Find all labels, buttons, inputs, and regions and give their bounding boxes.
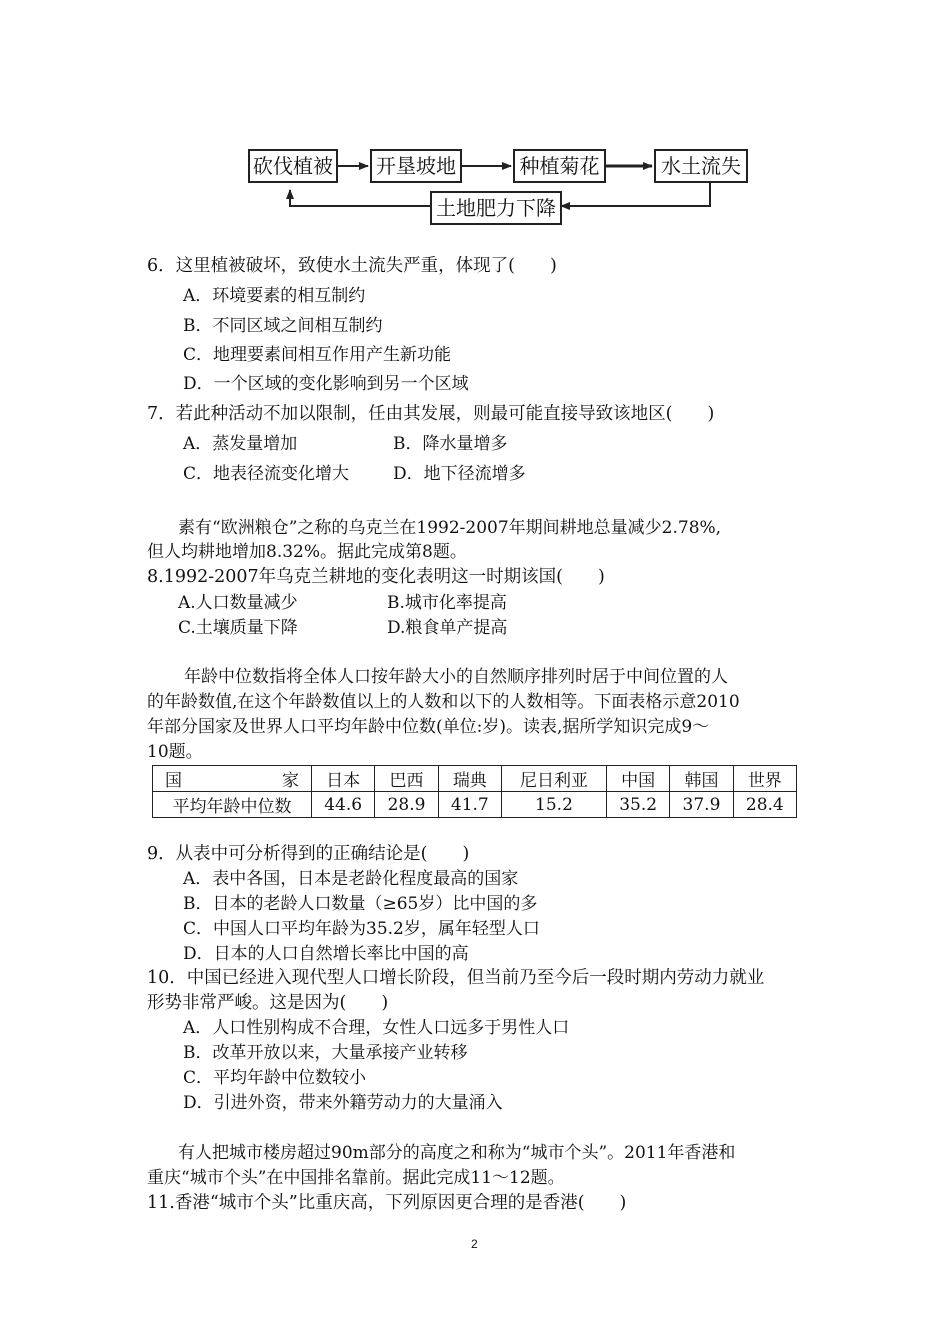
table-country: 日本: [312, 766, 375, 792]
q6-option-c: C．地理要素间相互作用产生新功能: [183, 345, 452, 365]
passage2-line3: 年部分国家及世界人口平均年龄中位数(单位:岁)。读表,据所学知识完成9～: [147, 717, 710, 737]
q8-option-b: B.城市化率提高: [387, 593, 507, 613]
q7-option-a: A．蒸发量增加: [183, 434, 298, 454]
passage2-line4: 10题。: [147, 742, 203, 762]
q8-option-a: A.人口数量减少: [178, 593, 298, 613]
header-label-char2: 家: [282, 771, 299, 791]
q7-option-c: C．地表径流变化增大: [183, 464, 350, 484]
q6-stem: 6．这里植被破坏，致使水土流失严重，体现了( ): [147, 256, 557, 276]
q10-stem-line2: 形势非常严峻。这是因为( ): [147, 993, 389, 1013]
q10-option-a: A．人口性别构成不合理，女性人口远多于男性人口: [183, 1018, 570, 1038]
flow-box-deforestation: 砍伐植被: [248, 149, 338, 183]
table-value: 44.6: [312, 792, 375, 818]
median-age-table: [152, 765, 797, 818]
passage1-line2: 但人均耕地增加8.32%。据此完成第8题。: [147, 542, 467, 562]
table-value: 15.2: [501, 792, 606, 818]
q7-option-b: B．降水量增多: [393, 434, 508, 454]
table-country: 瑞典: [438, 766, 501, 792]
table-country: 尼日利亚: [501, 766, 606, 792]
q8-stem: 8.1992-2007年乌克兰耕地的变化表明这一时期该国( ): [147, 567, 605, 587]
table-header-row: [153, 766, 797, 792]
table-country: 世界: [733, 766, 796, 792]
q9-stem: 9．从表中可分析得到的正确结论是( ): [147, 844, 470, 864]
passage3-line2: 重庆“城市个头”在中国排名靠前。据此完成11～12题。: [147, 1168, 565, 1188]
q9-option-b: B．日本的老龄人口数量（≥65岁）比中国的多: [183, 894, 538, 914]
q10-option-d: D．引进外资，带来外籍劳动力的大量涌入: [183, 1093, 503, 1113]
flow-box-fertility-decline: 土地肥力下降: [430, 191, 562, 225]
passage2-line1: 年龄中位数指将全体人口按年龄大小的自然顺序排列时居于中间位置的人: [184, 667, 728, 687]
q6-option-d: D．一个区域的变化影响到另一个区域: [183, 374, 469, 394]
arrow-4: [561, 182, 710, 206]
passage1-line1: 素有“欧洲粮仓”之称的乌克兰在1992-2007年期间耕地总量减少2.78%,: [178, 518, 722, 538]
q6-option-a: A．环境要素的相互制约: [183, 286, 366, 306]
q11-stem: 11.香港“城市个头”比重庆高，下列原因更合理的是香港( ): [147, 1193, 627, 1213]
flow-box-reclaim-slope: 开垦坡地: [370, 149, 462, 183]
table-country: 巴西: [375, 766, 438, 792]
q10-option-b: B．改革开放以来，大量承接产业转移: [183, 1043, 468, 1063]
table-value: 35.2: [606, 792, 669, 818]
table-value: 37.9: [670, 792, 733, 818]
table-country: 中国: [606, 766, 669, 792]
passage2-line2: 的年龄数值,在这个年龄数值以上的人数和以下的人数相等。下面表格示意2010: [147, 692, 740, 712]
flow-box-soil-erosion: 水土流失: [654, 149, 748, 183]
table-header-label: [153, 766, 312, 792]
q10-stem-line1: 10．中国已经进入现代型人口增长阶段，但当前乃至今后一段时期内劳动力就业: [147, 968, 765, 988]
q9-option-d: D．日本的人口自然增长率比中国的高: [183, 944, 469, 964]
flow-box-plant-chrysanthemum: 种植菊花: [513, 149, 606, 183]
table-value: 41.7: [438, 792, 501, 818]
q9-option-a: A．表中各国，日本是老龄化程度最高的国家: [183, 869, 519, 889]
q10-option-c: C．平均年龄中位数较小: [183, 1068, 367, 1088]
q9-option-c: C．中国人口平均年龄为35.2岁，属年轻型人口: [183, 919, 540, 939]
q8-option-c: C.土壤质量下降: [178, 618, 298, 638]
table-value: 28.9: [375, 792, 438, 818]
passage3-line1: 有人把城市楼房超过90m部分的高度之和称为“城市个头”。2011年香港和: [178, 1143, 736, 1163]
table-value-row: [153, 792, 797, 818]
arrow-5: [290, 190, 430, 206]
header-label-char1: 国: [165, 771, 182, 791]
table-country: 韩国: [670, 766, 733, 792]
q6-option-b: B．不同区域之间相互制约: [183, 316, 383, 336]
q8-option-d: D.粮食单产提高: [387, 618, 508, 638]
page-number: 2: [471, 1237, 478, 1251]
q7-option-d: D．地下径流增多: [393, 464, 526, 484]
q7-stem: 7．若此种活动不加以限制，任由其发展，则最可能直接导致该地区( ): [147, 404, 715, 424]
table-row-label: 平均年龄中位数: [153, 792, 312, 818]
table-value: 28.4: [733, 792, 796, 818]
